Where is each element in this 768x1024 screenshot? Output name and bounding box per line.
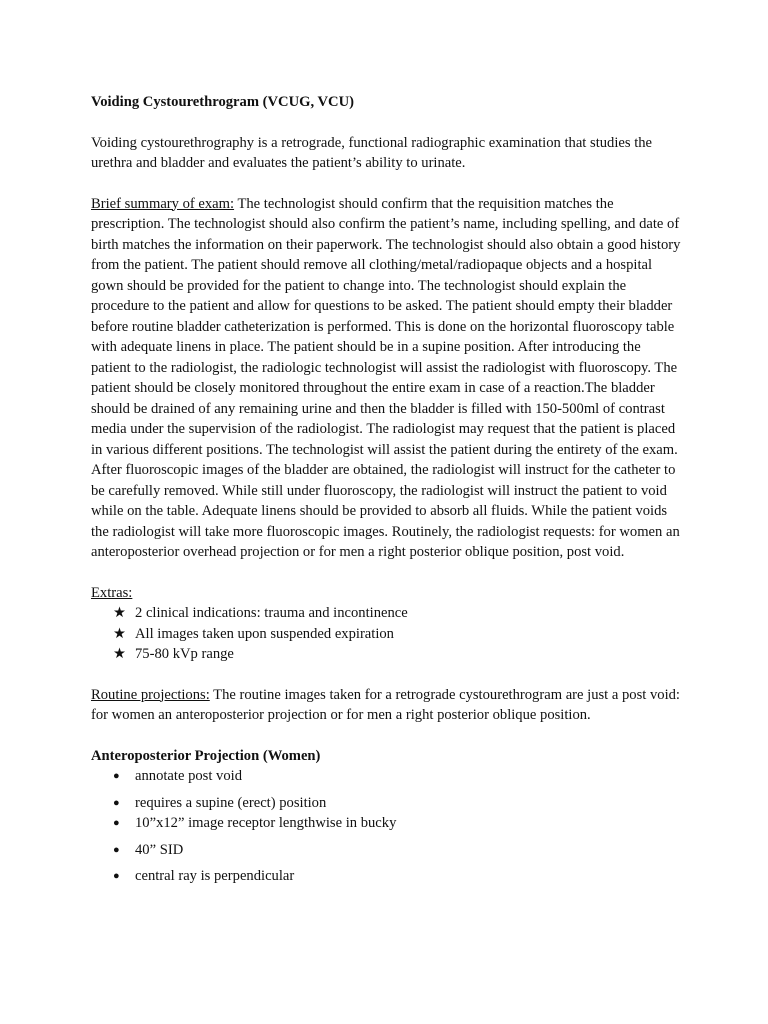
extras-list [91, 603, 681, 665]
list-item-text: requires a supine (erect) position [135, 794, 327, 811]
list-item [91, 793, 681, 814]
star-icon: ★ [113, 605, 127, 621]
bullet-icon: ● [113, 770, 120, 782]
summary-label: Brief summary of exam: [91, 195, 235, 212]
list-item-text: 75-80 kVp range [135, 646, 234, 662]
document-title: Voiding Cystourethrogram (VCUG, VCU) [91, 94, 354, 110]
list-item [91, 840, 681, 861]
list-item [91, 644, 681, 665]
routine-text: The routine images taken for a retrograde cystourethrogram are just a post void: for women an anteroposterior projection or for men a right posterior oblique position. [91, 686, 680, 723]
ap-projection-heading: Anteroposterior Projection (Women) [91, 747, 321, 764]
list-item [91, 603, 681, 624]
list-item [91, 766, 681, 787]
list-item-text: 40” SID [135, 841, 184, 858]
summary-paragraph [91, 194, 681, 563]
star-icon: ★ [113, 625, 127, 642]
bullet-icon: ● [113, 843, 120, 856]
list-item [91, 624, 681, 645]
routine-paragraph [91, 685, 681, 726]
list-item-text: 10”x12” image receptor lengthwise in bucky [135, 815, 397, 831]
ap-projection-list [91, 766, 681, 887]
summary-text: The technologist should confirm that the requisition matches the prescription. The technologist should also confirm the patient’s name, including spelling, and date of birth matches the information on their paperwork. The technologist should also obtain a good history from the patient. The patient should remove all clothing/metal/radiopaque objects and a hospital gown should be provided for the patient to change into. The technologist should explain the procedure to the patient and allow for questions to be asked. The patient should empty their bladder before routine bladder catheterization is performed. This is done on the horizontal fluoroscopy table with adequate linens in place. The patient should be in a supine position. After introducing the patient to the radiologist, the radiologic technologist will assist the radiologist with fluoroscopy. The patient should be closely monitored throughout the entire exam in case of a reaction.The bladder should be drained of any remaining urine and then the bladder is filled with 150-500ml of contrast media under the supervision of the radiologist. The radiologist may request that the patient is placed in various different positions. The technologist will assist the patient during the entirety of the exam. After fluoroscopic images of the bladder are obtained, the radiologist will instruct for the catheter to be carefully removed. While still under fluoroscopy, the radiologist will instruct the patient to void while on the table. Adequate linens should be provided to absorb all fluids. While the patient voids the radiologist will take more fluoroscopic images. Routinely, the radiologist requests: for women an anteroposterior overhead projection or for men a right posterior oblique position, post void. [91, 195, 681, 560]
document-body [91, 92, 681, 893]
list-item [91, 866, 681, 887]
list-item-text: annotate post void [135, 768, 243, 784]
bullet-icon: ● [113, 796, 120, 809]
intro-paragraph: Voiding cystourethrography is a retrograde, functional radiographic examination that studies the urethra and bladder and evaluates the patient’s ability to urinate. [91, 134, 653, 171]
list-item-text: 2 clinical indications: trauma and incontinence [135, 605, 408, 621]
bullet-icon: ● [113, 817, 120, 829]
bullet-icon: ● [113, 870, 120, 882]
list-item [91, 813, 681, 834]
star-icon: ★ [113, 646, 127, 662]
extras-label: Extras: [91, 584, 133, 601]
routine-label: Routine projections: [91, 686, 210, 703]
list-item-text: central ray is perpendicular [135, 868, 295, 884]
list-item-text: All images taken upon suspended expiration [135, 625, 394, 642]
